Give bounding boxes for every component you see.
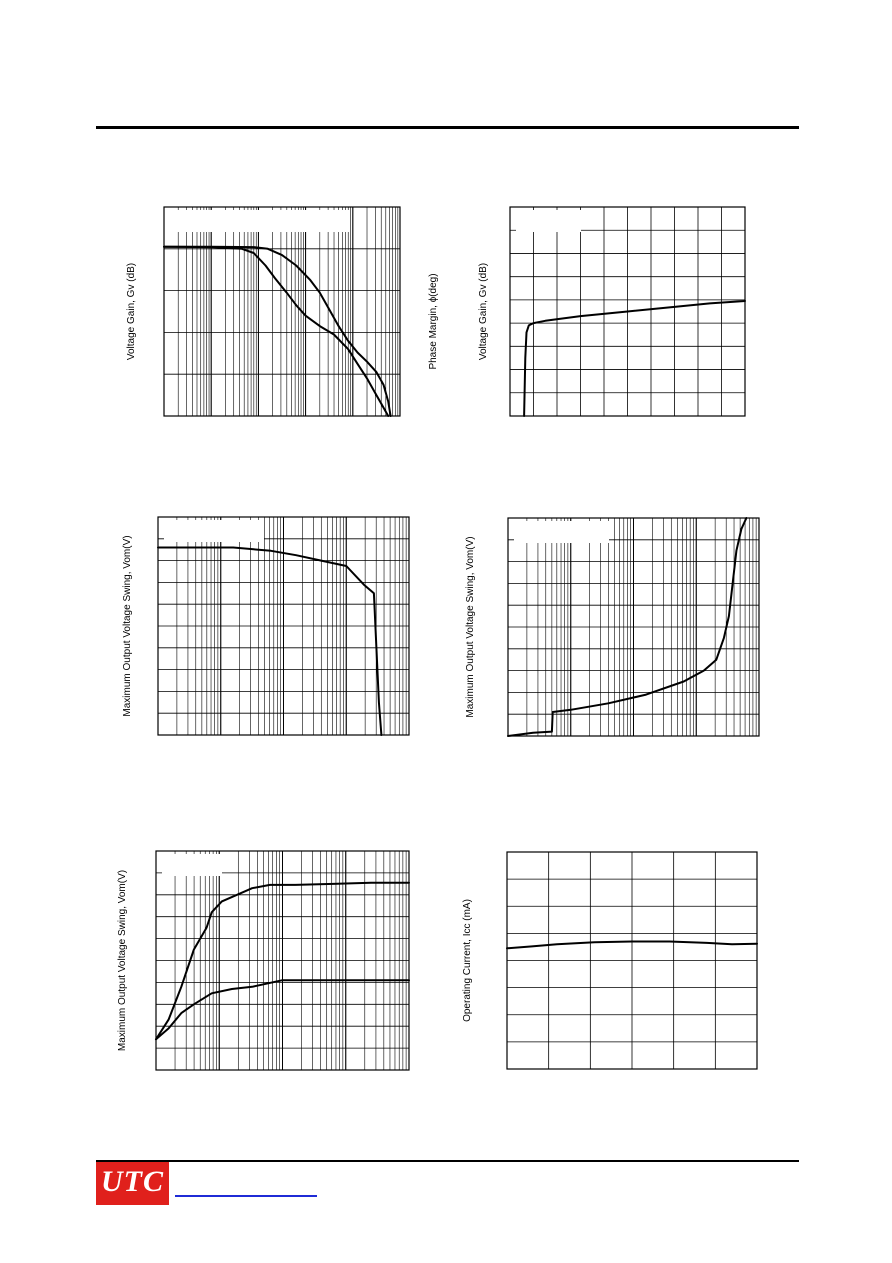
y-axis-label: Voltage Gain, Gv (dB): [478, 262, 489, 361]
grid: [507, 852, 757, 1069]
plot-frame: [164, 207, 400, 416]
legend-area: [170, 210, 350, 232]
legend-area: [162, 854, 222, 876]
grid: [164, 207, 400, 416]
y-axis-label: Maximum Output Voltage Swing, Vom(V): [465, 536, 476, 718]
footer-link-underline[interactable]: [175, 1195, 317, 1197]
bottom-rule: [96, 1160, 799, 1162]
legend-area: [516, 210, 581, 232]
legend-area: [514, 521, 609, 543]
chart-output-swing-vs-load: [460, 505, 765, 745]
y-axis-label: Operating Current, Icc (mA): [462, 899, 473, 1022]
legend-area: [164, 520, 264, 542]
y-axis-label: Maximum Output Voltage Swing, Vom(V): [122, 535, 133, 717]
grid: [508, 518, 759, 736]
series-line-1: [164, 247, 391, 416]
top-rule: [96, 126, 799, 129]
series-line-2: [164, 247, 388, 416]
y-axis-label: Maximum Output Voltage Swing, Vom(V): [117, 869, 128, 1052]
y-axis-label-secondary: Phase Margin, ɸ(deg): [428, 273, 439, 370]
chart-gain-phase: [420, 195, 760, 425]
grid: [156, 851, 409, 1070]
chart-operating-current: [455, 838, 765, 1078]
chart-output-swing-vs-frequency: [115, 505, 415, 745]
chart-output-swing-vs-resistance: [112, 838, 415, 1078]
utc-logo: [96, 1162, 169, 1205]
y-axis-label: Voltage Gain, Gv (dB): [126, 262, 137, 361]
chart-voltage-gain-vs-frequency: [120, 195, 410, 425]
utc-logo-text: UTC: [101, 1165, 164, 1198]
grid: [158, 517, 409, 735]
